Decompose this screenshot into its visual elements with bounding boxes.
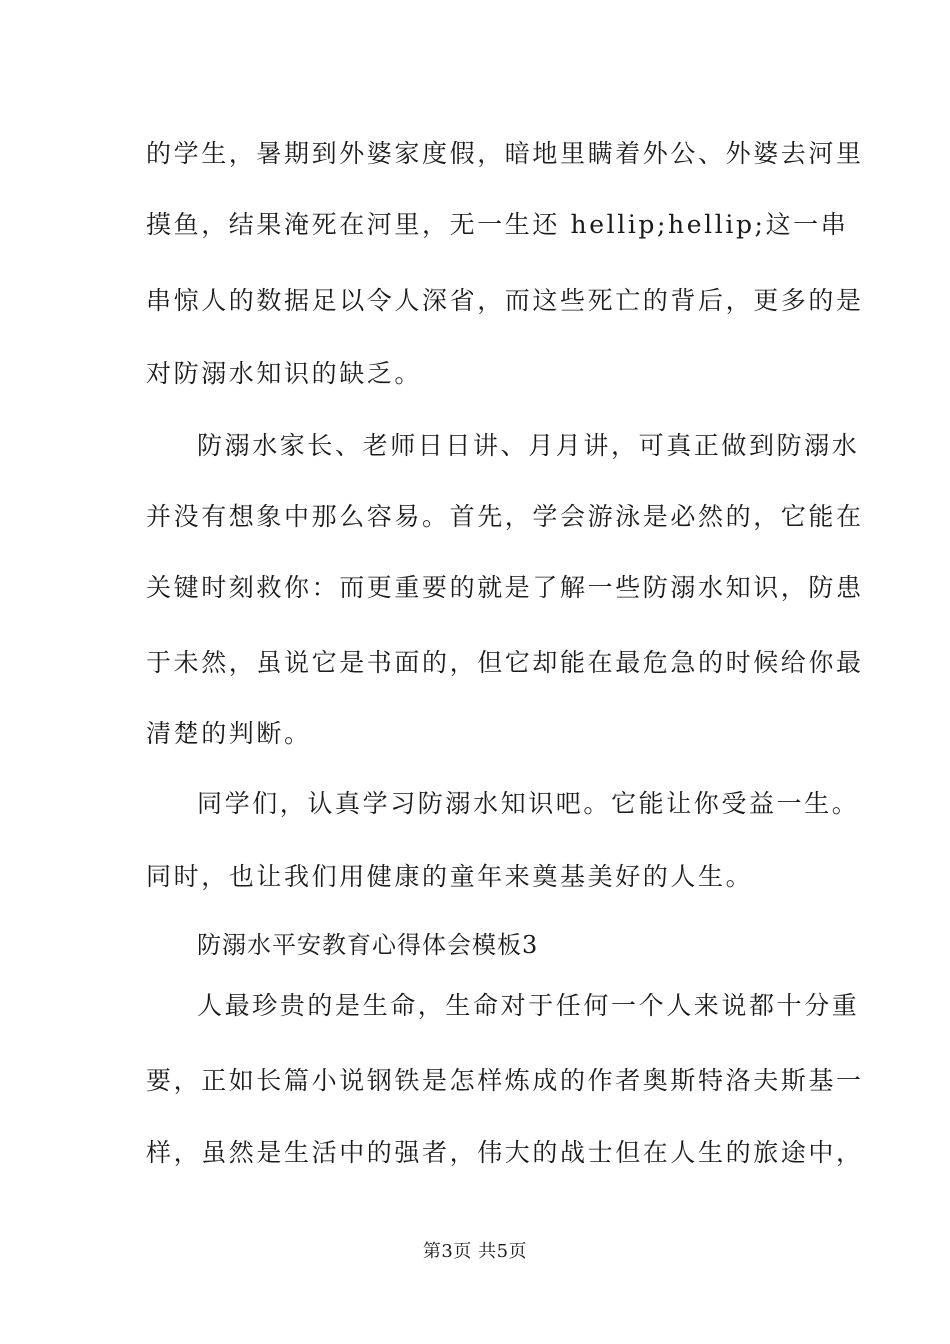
paragraph-line: 清楚的判断。	[146, 719, 312, 748]
paragraph-line: 要，正如长篇小说钢铁是怎样炼成的作者奥斯特洛夫斯基一	[146, 1066, 864, 1095]
section-heading: 防溺水平安教育心得体会模板3	[197, 931, 539, 959]
paragraph-line: 对防溺水知识的缺乏。	[146, 359, 423, 388]
paragraph-line: 的学生，暑期到外婆家度假，暗地里瞒着外公、外婆去河里	[146, 139, 864, 168]
paragraph-line: 同时，也让我们用健康的童年来奠基美好的人生。	[146, 862, 754, 891]
paragraph-line: 关键时刻救你：而更重要的就是了解一些防溺水知识，防患	[146, 573, 864, 602]
paragraph-line: 防溺水家长、老师日日讲、月月讲，可真正做到防溺水	[197, 431, 860, 460]
paragraph-line: 并没有想象中那么容易。首先，学会游泳是必然的，它能在	[146, 502, 864, 531]
paragraph-line: 人最珍贵的是生命，生命对于任何一个人来说都十分重	[197, 991, 860, 1020]
paragraph-line: 于未然，虽说它是书面的，但它却能在最危急的时候给你最	[146, 648, 864, 677]
page-number: 第3页 共5页	[422, 1241, 528, 1262]
paragraph-line: 同学们，认真学习防溺水知识吧。它能让你受益一生。	[197, 789, 860, 818]
paragraph-line: 样，虽然是生活中的强者，伟大的战士但在人生的旅途中，	[146, 1138, 864, 1167]
paragraph-line: 摸鱼，结果淹死在河里，无一生还 hellip;hellip;这一串	[146, 210, 849, 239]
paragraph-line: 串惊人的数据足以令人深省，而这些死亡的背后，更多的是	[146, 286, 864, 315]
